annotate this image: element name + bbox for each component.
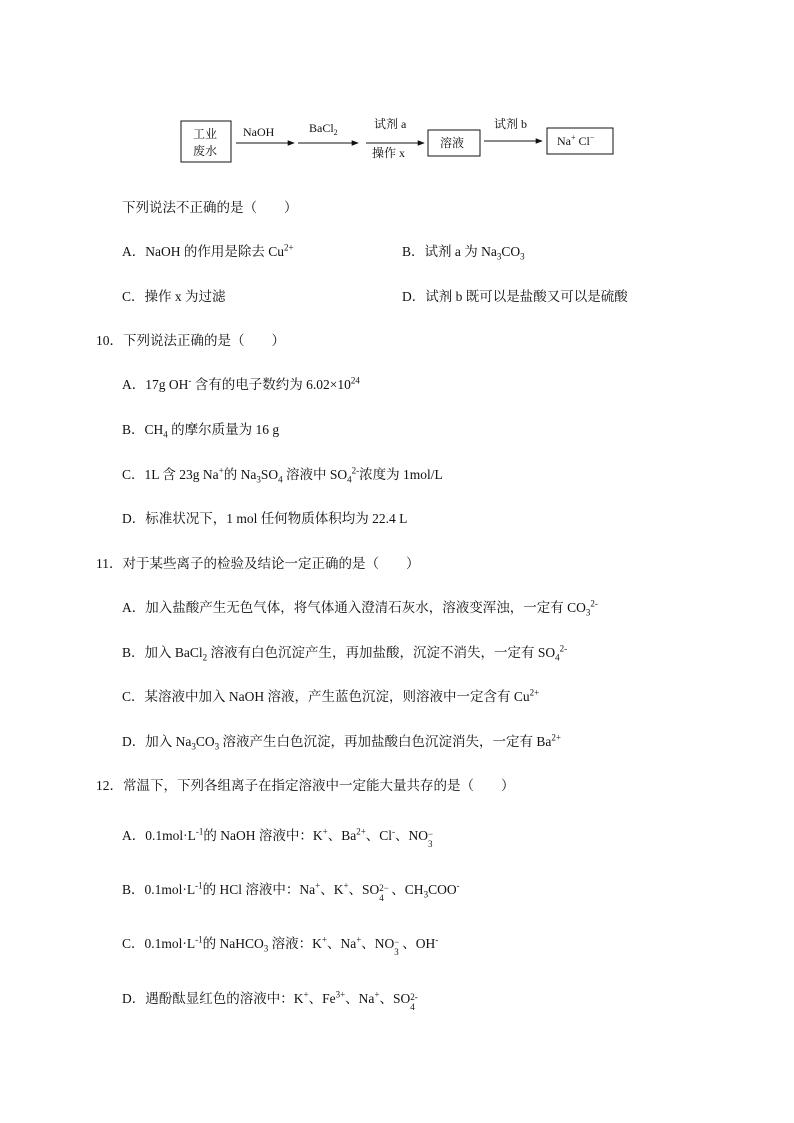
q11-option-a: A．加入盐酸产生无色气体，将气体通入澄清石灰水，溶液变浑浊，一定有 $CO_3^{2-}$ <box>122 598 598 618</box>
q10-option-c: C．1L 含 23g Na+的 $Na_3SO_4$ 溶液中 $SO_4^{2-}$浓度为 1mol/L <box>122 465 443 485</box>
arrow-reagent-a-label: 试剂 a <box>374 117 407 131</box>
arrow-operation-x-label: 操作 x <box>372 146 406 160</box>
q9-stem: 下列说法不正确的是（ ） <box>122 200 298 215</box>
process-flow-diagram <box>0 0 794 180</box>
q11-option-b: B．加入 BaCl$_2$ 溶液有白色沉淀产生，再加盐酸，沉淀不消失，一定有 $SO_4^{2-}$ <box>122 643 568 663</box>
arrow-bacl2-label: BaCl$_2$ <box>309 121 338 137</box>
arrow-naoh-label: NaOH <box>243 125 275 139</box>
q10-option-a: A．17g OH- 含有的电子数约为 $6.02\times 10^{24}$ <box>122 375 360 392</box>
q10-option-b: B．$CH_4$ 的摩尔质量为 16 g <box>122 422 280 440</box>
q11-option-d: D．加入 $Na_3CO_3$ 溶液产生白色沉淀，再加盐酸白色沉淀消失，一定有 $Ba^{2+}$ <box>122 732 561 752</box>
q12-option-a: A．$0.1mol\cdot L^{-1}$的 NaOH 溶液中：K+、$Ba^{2+}$、Cl-、NO − 3 <box>122 826 434 849</box>
solution-label: 溶液 <box>440 136 465 150</box>
q12-option-b: B．$0.1mol\cdot L^{-1}$的 HCl 溶液中：Na+、K+、SO 2− 4 、$CH_3COO^-$ <box>122 880 460 903</box>
wastewater-label-2: 废水 <box>193 144 218 158</box>
q9-option-d: D．试剂 b 既可以是盐酸又可以是硫酸 <box>402 289 628 304</box>
q10-stem: 10．下列说法正确的是（ ） <box>96 333 285 348</box>
q11-stem: 11．对于某些离子的检验及结论一定正确的是（ ） <box>96 556 420 571</box>
q9-option-b: B．试剂 a 为 $Na_3CO_3$ <box>402 244 525 262</box>
product-label: Na+ Cl− <box>557 133 595 148</box>
q10-option-d: D．标准状况下，1 mol 任何物质体积均为 22.4 L <box>122 511 408 526</box>
arrow-reagent-b-label: 试剂 b <box>494 117 528 131</box>
q11-option-c: C．某溶液中加入 NaOH 溶液，产生蓝色沉淀，则溶液中一定含有 $Cu^{2+}$ <box>122 687 540 704</box>
wastewater-label-1: 工业 <box>193 127 218 141</box>
q12-option-d: D．遇酚酞显红色的溶液中：K+、$Fe^{3+}$、Na+、SO 2- 4 <box>122 989 418 1012</box>
q12-option-c: C．$0.1mol\cdot L^{-1}$的 NaHCO$_3$ 溶液：K+、Na+、NO − 3 、OH- <box>122 934 439 957</box>
q9-option-c: C．操作 x 为过滤 <box>122 289 226 304</box>
q9-option-a: A．NaOH 的作用是除去 $Cu^{2+}$ <box>122 242 294 259</box>
q12-stem: 12．常温下，下列各组离子在指定溶液中一定能大量共存的是（ ） <box>96 778 515 793</box>
